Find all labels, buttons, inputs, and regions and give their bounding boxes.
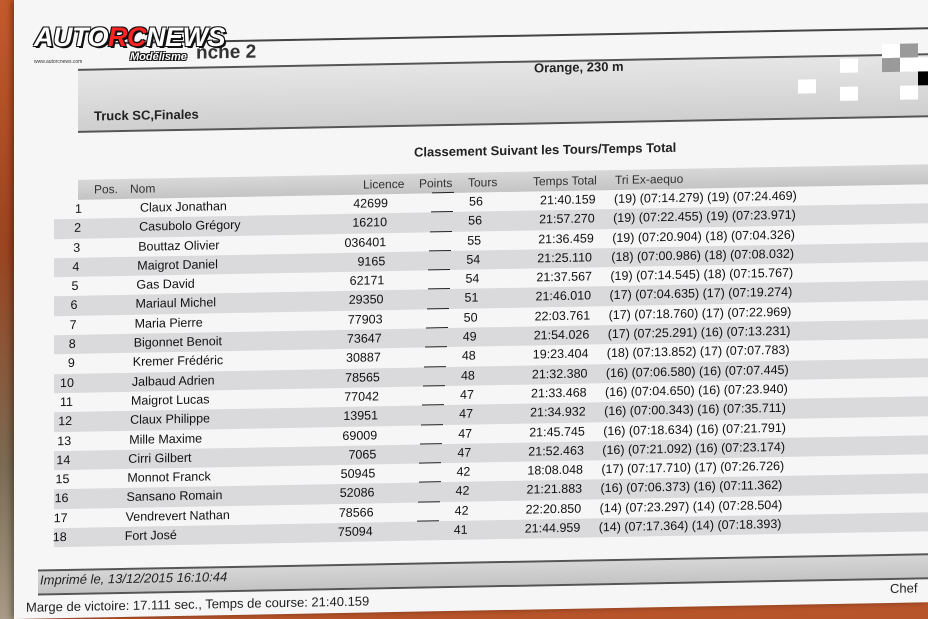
chef-label: Chef xyxy=(890,580,918,596)
cell-name: Maria Pierre xyxy=(134,315,203,331)
cell-temps: 21:57.270 xyxy=(539,211,595,227)
race-margin: Marge de victoire: 17.111 sec., Temps de course: 21:40.159 xyxy=(26,593,370,615)
cell-pos: 4 xyxy=(72,259,80,274)
cell-pos: 3 xyxy=(73,240,81,255)
race-category: Truck SC,Finales xyxy=(94,106,199,124)
cell-name: Sansano Romain xyxy=(126,488,223,505)
cell-temps: 21:37.567 xyxy=(536,269,592,285)
col-licence: Licence xyxy=(363,176,405,192)
cell-temps: 18:08.048 xyxy=(527,462,583,478)
cell-tri: (17) (07:25.291) (16) (07:13.231) xyxy=(607,323,791,342)
cell-tri: (18) (07:13.852) (17) (07:07.783) xyxy=(606,343,790,361)
cell-name: Maigrot Lucas xyxy=(131,392,210,408)
cell-tri: (17) (07:04.635) (17) (07:19.274) xyxy=(609,285,793,303)
cell-licence: 16210 xyxy=(352,215,388,231)
cell-pos: 6 xyxy=(70,298,78,313)
cell-licence: 62171 xyxy=(349,273,385,289)
cell-tours: 42 xyxy=(454,503,469,518)
cell-pos: 2 xyxy=(74,221,82,236)
cell-name: Cirri Gilbert xyxy=(128,450,192,466)
cell-tours: 54 xyxy=(466,252,481,267)
col-pos: Pos. xyxy=(94,182,119,197)
cell-tri: (16) (07:00.343) (16) (07:35.711) xyxy=(604,401,786,419)
cell-tours: 55 xyxy=(467,233,482,248)
cell-licence: 73647 xyxy=(346,331,382,346)
race-location: Orange, 230 m xyxy=(534,58,624,76)
results-table xyxy=(54,184,928,548)
cell-tri: (19) (07:22.455) (19) (07:23.971) xyxy=(613,207,796,226)
logo-subtitle: Modélisme xyxy=(130,51,187,63)
cell-licence: 75094 xyxy=(337,524,373,540)
cell-temps: 21:34.932 xyxy=(530,404,586,420)
cell-tours: 41 xyxy=(453,522,468,537)
cell-pos: 5 xyxy=(71,279,79,294)
cell-tri: (16) (07:21.092) (16) (07:23.174) xyxy=(602,439,786,458)
cell-licence: 29350 xyxy=(348,292,384,308)
cell-tours: 50 xyxy=(463,310,478,325)
cell-temps: 21:25.110 xyxy=(537,250,592,266)
cell-temps: 19:23.404 xyxy=(532,346,589,362)
logo-auto: AUTO xyxy=(34,22,109,52)
cell-pos: 10 xyxy=(60,375,74,390)
ranking-title: Classement Suivant les Tours/Temps Total xyxy=(414,139,677,160)
cell-name: Gas David xyxy=(136,276,195,292)
cell-name: Maigrot Daniel xyxy=(137,257,218,273)
cell-pos: 7 xyxy=(69,317,77,332)
cell-tours: 51 xyxy=(464,290,479,306)
cell-pos: 9 xyxy=(67,356,75,371)
cell-pos: 15 xyxy=(55,472,70,487)
cell-temps: 21:40.159 xyxy=(540,192,596,208)
cell-name: Bouttaz Olivier xyxy=(138,237,220,254)
manche-title: nche 2 xyxy=(196,41,257,64)
cell-tours: 49 xyxy=(462,329,477,344)
cell-name: Claux Jonathan xyxy=(140,199,227,215)
cell-pos: 1 xyxy=(75,201,82,216)
cell-pos: 16 xyxy=(54,491,69,506)
cell-licence: 50945 xyxy=(340,466,376,482)
cell-pos: 18 xyxy=(52,530,67,545)
logo-url: www.autorcnews.com xyxy=(34,59,83,65)
cell-tours: 42 xyxy=(455,484,470,499)
cell-name: Bigonnet Benoit xyxy=(133,334,222,350)
cell-tri: (19) (07:14.279) (19) (07:24.469) xyxy=(614,188,797,207)
logo-news: NEWS xyxy=(146,22,226,52)
cell-pos: 11 xyxy=(60,394,73,410)
cell-name: Monnot Franck xyxy=(127,469,211,486)
cell-pos: 8 xyxy=(68,336,76,352)
cell-tours: 42 xyxy=(456,464,471,480)
cell-name: Kremer Frédéric xyxy=(132,353,224,370)
cell-temps: 21:33.468 xyxy=(531,385,587,401)
cell-tri: (14) (07:17.364) (14) (07:18.393) xyxy=(598,516,782,535)
cell-tours: 54 xyxy=(465,271,480,286)
cell-temps: 21:46.010 xyxy=(535,288,592,304)
cell-tri: (16) (07:18.634) (16) (07:21.791) xyxy=(603,420,786,438)
cell-tours: 47 xyxy=(457,445,472,460)
col-points: Points xyxy=(419,175,453,191)
results-sheet xyxy=(14,0,928,619)
cell-tours: 48 xyxy=(460,368,475,383)
cell-name: Casubolo Grégory xyxy=(139,218,241,235)
cell-licence: 69009 xyxy=(342,427,378,443)
cell-pos: 13 xyxy=(57,433,72,448)
cell-tri: (14) (07:23.297) (14) (07:28.504) xyxy=(599,497,783,516)
cell-tri: (16) (07:06.580) (16) (07:07.445) xyxy=(605,362,789,380)
cell-tri: (17) (07:17.710) (17) (07:26.726) xyxy=(601,459,785,477)
cell-licence: 42699 xyxy=(353,196,388,211)
cell-name: Fort José xyxy=(124,528,177,544)
cell-name: Claux Philippe xyxy=(130,411,211,428)
cell-name: Mille Maxime xyxy=(129,431,203,447)
logo-wordmark xyxy=(34,22,225,53)
cell-tours: 48 xyxy=(461,348,476,364)
cell-tri: (16) (07:04.650) (16) (07:23.940) xyxy=(605,381,788,400)
cell-licence: 036401 xyxy=(344,234,387,250)
cell-name: Mariaul Michel xyxy=(135,295,217,312)
cell-pos: 14 xyxy=(56,452,71,468)
cell-temps: 21:21.883 xyxy=(526,482,583,498)
col-temps-total: Temps Total xyxy=(533,173,597,189)
logo-rc: RC xyxy=(108,22,147,52)
cell-licence: 52086 xyxy=(339,485,375,501)
cell-pos: 17 xyxy=(53,510,68,526)
col-tours: Tours xyxy=(468,175,498,190)
cell-pos: 12 xyxy=(58,414,73,429)
cell-tri: (18) (07:00.986) (18) (07:08.032) xyxy=(611,246,795,264)
cell-tours: 47 xyxy=(458,426,473,441)
col-tri-ex-aequo: Tri Ex-aequo xyxy=(615,171,684,187)
cell-name: Vendrevert Nathan xyxy=(125,507,230,524)
cell-licence: 9165 xyxy=(357,254,386,269)
cell-temps: 21:44.959 xyxy=(524,520,581,536)
cell-licence: 13951 xyxy=(343,408,379,424)
cell-licence: 30887 xyxy=(346,350,381,366)
cell-temps: 21:45.745 xyxy=(529,424,585,440)
cell-temps: 21:52.463 xyxy=(528,443,584,459)
cell-tours: 56 xyxy=(468,213,483,228)
cell-temps: 22:03.761 xyxy=(534,308,591,324)
cell-licence: 7065 xyxy=(348,447,377,462)
printed-date: Imprimé le, 13/12/2015 16:10:44 xyxy=(40,569,228,588)
cell-temps: 21:54.026 xyxy=(533,327,590,343)
cell-tours: 47 xyxy=(459,406,474,422)
cell-temps: 22:20.850 xyxy=(525,501,582,517)
cell-temps: 21:32.380 xyxy=(531,366,588,382)
cell-tri: (16) (07:06.373) (16) (07:11.362) xyxy=(600,478,783,496)
checkered-flag-icon xyxy=(796,31,928,112)
cell-licence: 78565 xyxy=(345,369,380,385)
cell-tri: (19) (07:14.545) (18) (07:15.767) xyxy=(610,265,794,284)
cell-tours: 47 xyxy=(460,387,474,402)
cell-licence: 77042 xyxy=(344,389,379,404)
cell-tours: 56 xyxy=(469,194,483,209)
cell-name: Jalbaud Adrien xyxy=(131,372,215,389)
col-name: Nom xyxy=(130,181,156,196)
cell-temps: 21:36.459 xyxy=(538,230,594,246)
cell-tri: (17) (07:18.760) (17) (07:22.969) xyxy=(608,304,792,322)
cell-tri: (19) (07:20.904) (18) (07:04.326) xyxy=(612,227,795,245)
cell-licence: 78566 xyxy=(338,505,374,520)
autorcnews-logo xyxy=(20,18,226,66)
cell-licence: 77903 xyxy=(347,312,383,327)
